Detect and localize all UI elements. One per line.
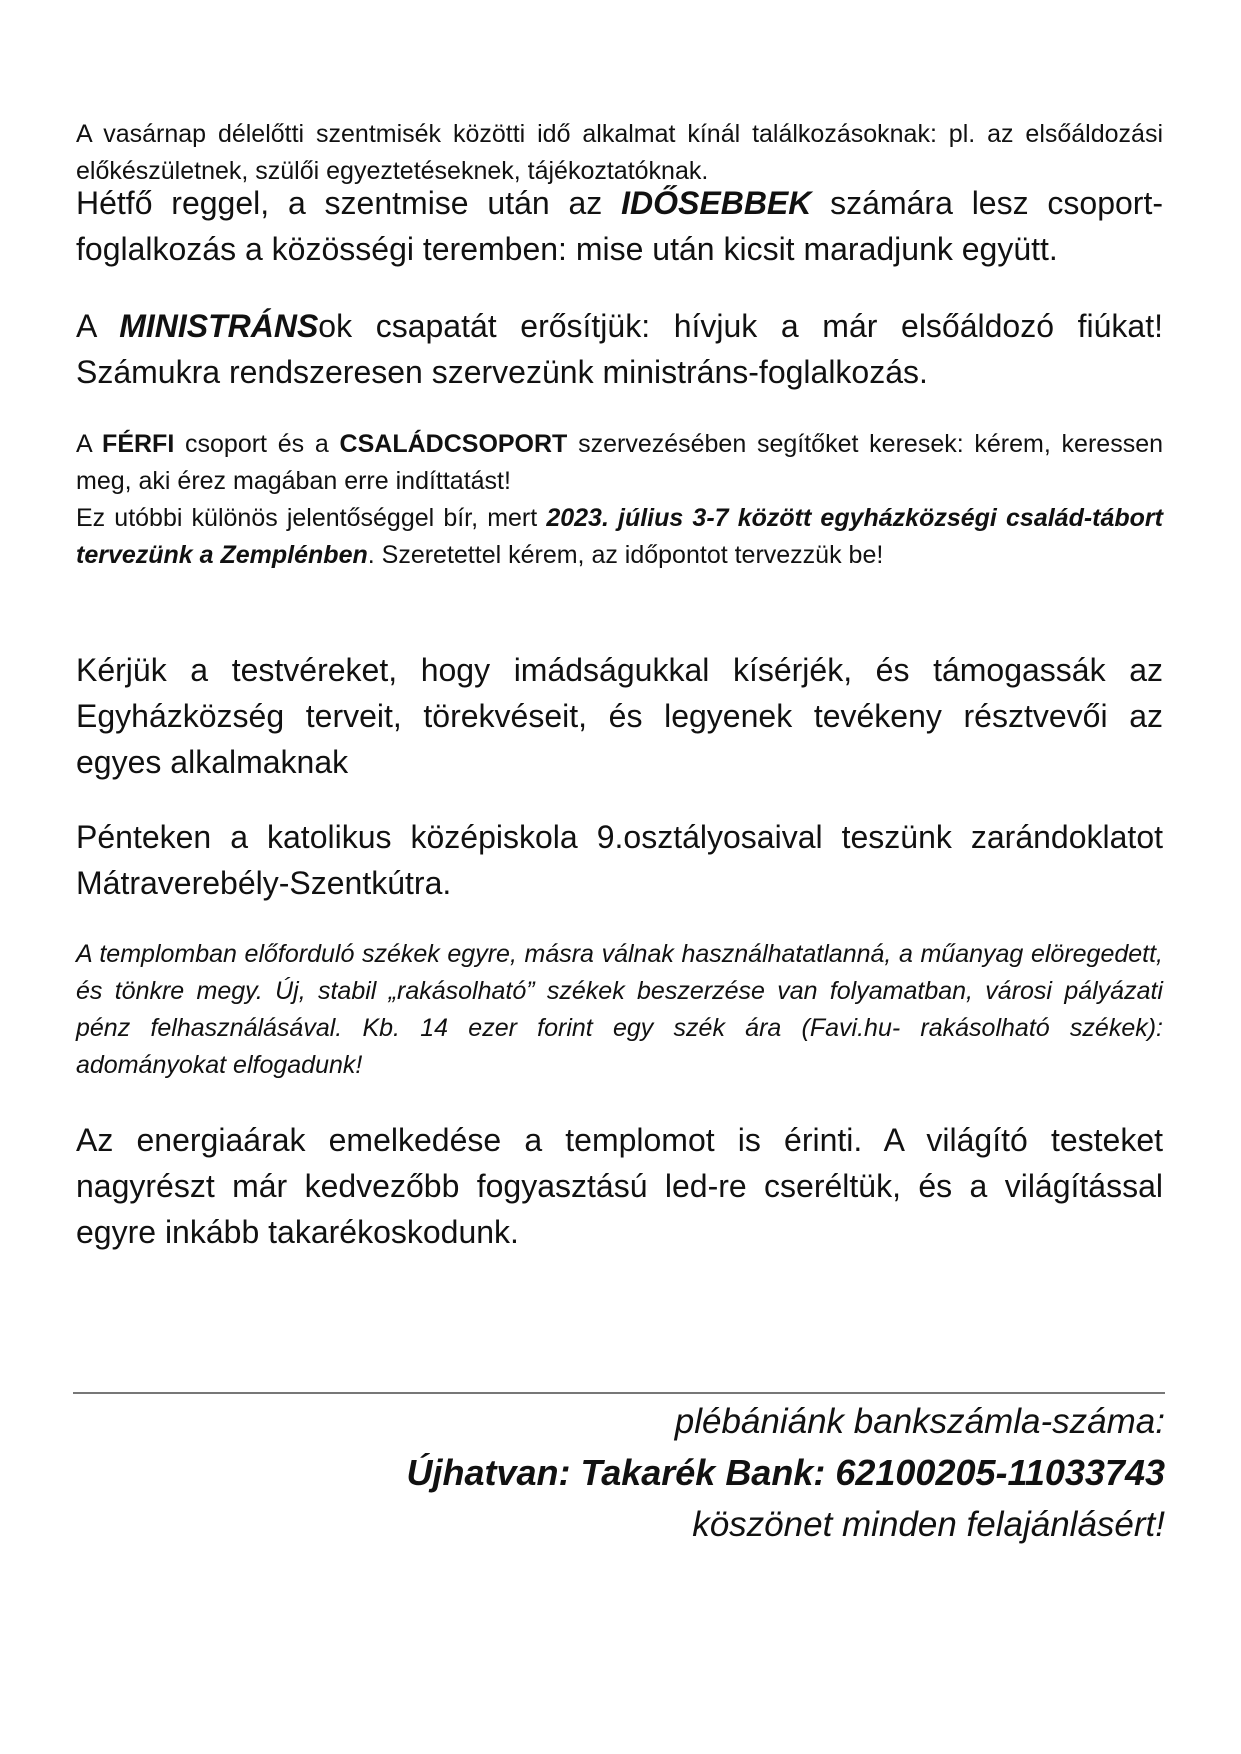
paragraph-family-camp: Ez utóbbi különös jelentőséggel bír, mert 2023. július 3-7 között egyházközségi család-tábort tervezünk a Zemplénben. Szeretettel kérem, az időpontot tervezzük be! <box>76 504 1163 569</box>
paragraph-chairs-donation: A templomban előforduló székek egyre, másra válnak használhatatlanná, a műanyag elöregedett, és tönkre megy. Új, stabil „rakásolható” székek beszerzése van folyamatban, városi pályázati pénz felhasználásával. Kb. 14 ezer forint egy szék ára (Favi.hu- rakásolható székek): adományokat elfogadunk! <box>76 940 1163 1079</box>
paragraph-energy-costs: Az energiaárak emelkedése a templomot is érinti. A világító testeket nagyrészt már kedvezőbb fogyasztású led-re cseréltük, és a világítással egyre inkább takarékoskodunk. <box>76 1122 1163 1250</box>
bank-thanks: köszönet minden felajánlásért! <box>692 1505 1165 1544</box>
paragraph-altar-servers: A MINISTRÁNSok csapatát erősítjük: hívjuk a már elsőáldozó fiúkat! Számukra rendszeresen szervezünk ministráns-foglalkozás. <box>76 308 1164 390</box>
paragraph-pilgrimage: Pénteken a katolikus középiskola 9.osztályosaival teszünk zarándoklatot Mátraverebély-Szentkútra. <box>76 819 1163 901</box>
paragraph-helpers-wanted: A FÉRFI csoport és a CSALÁDCSOPORT szervezésében segítőket keresek: kérem, keressen meg, aki érez magában erre indíttatást! <box>76 430 1163 495</box>
bank-account-number: Újhatvan: Takarék Bank: 62100205-11033743 <box>406 1452 1165 1493</box>
divider-line <box>73 1392 1165 1394</box>
bank-account-heading: plébániánk bankszámla-száma: <box>674 1402 1165 1441</box>
paragraph-elderly-group: Hétfő reggel, a szentmise után az IDŐSEBBEK számára lesz csoport-foglalkozás a közösségi teremben: mise után kicsit maradjunk együtt. <box>76 185 1164 267</box>
paragraph-prayer-request: Kérjük a testvéreket, hogy imádságukkal kísérjék, és támogassák az Egyházközség terveit, törekvéseit, és legyenek tevékeny résztvevői az egyes alkalmaknak <box>76 652 1163 780</box>
paragraph-sunday-gatherings: A vasárnap délelőtti szentmisék közötti idő alkalmat kínál találkozásoknak: pl. az elsőáldozási előkészületnek, szülői egyeztetéseknek, tájékoztatóknak. <box>76 120 1163 185</box>
